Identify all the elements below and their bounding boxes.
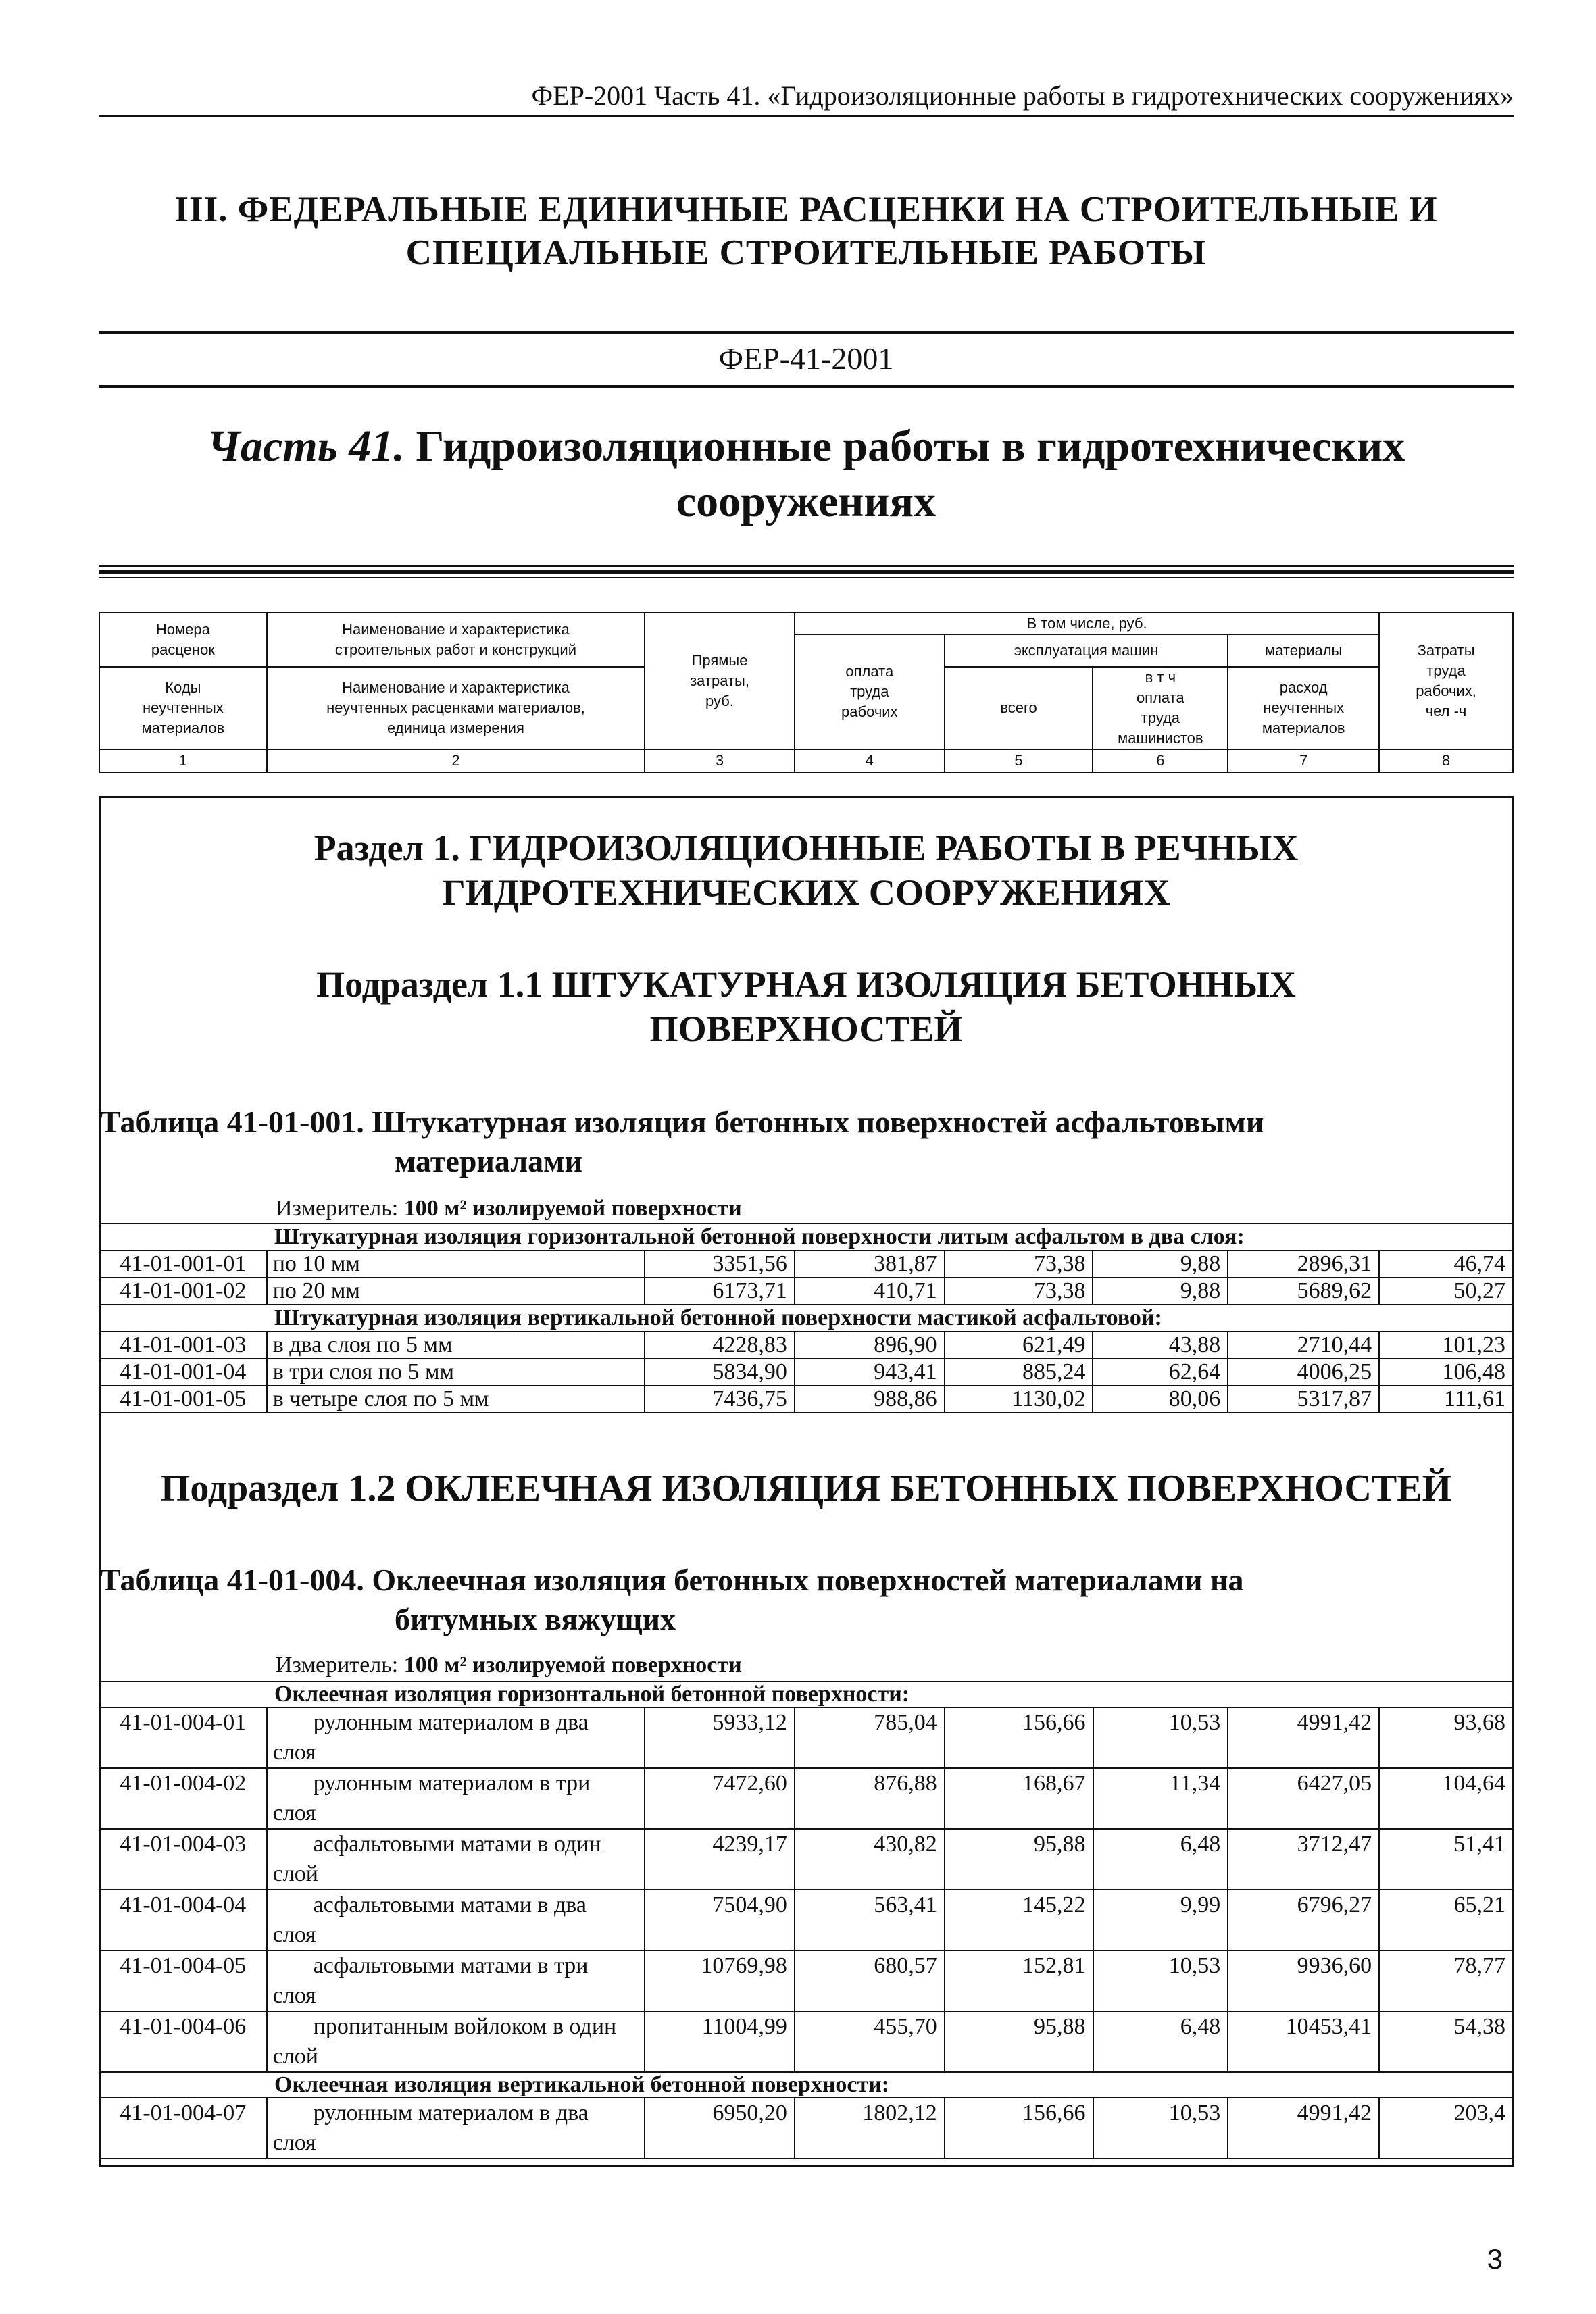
- table-41-01-004-title: Таблица 41-01-004. Оклеечная изоляция бетонных поверхностей материалами на битумных вяжущих: [100, 1563, 1244, 1636]
- table-41-01-001: [99, 1223, 1514, 1413]
- code-rule-top: [99, 331, 1514, 334]
- column-number-row: 1 2 3 4 5 6 7 8: [99, 749, 1513, 772]
- part-rule-1: [99, 565, 1514, 567]
- header-rule: [99, 115, 1514, 117]
- incl-header: В том числе, руб.: [795, 613, 1379, 634]
- section1-title: Раздел 1. ГИДРОИЗОЛЯЦИОННЫЕ РАБОТЫ В РЕЧНЫХ ГИДРОТЕХНИЧЕСКИХ СООРУЖЕНИЯХ: [314, 828, 1299, 913]
- column-header-table: [99, 612, 1514, 773]
- group-row: Оклеечная изоляция вертикальной бетонной поверхности:: [99, 2072, 1513, 2098]
- group-row: Штукатурная изоляция вертикальной бетонной поверхности мастикой асфальтовой:: [99, 1305, 1513, 1332]
- part-title-line1: Гидроизоляционные работы в гидротехнических: [416, 422, 1405, 471]
- col1-header-bottom: Коды неучтенных материалов: [99, 667, 267, 749]
- table-row: 41-01-001-02 по 20 мм 6173,71 410,71 73,38 9,88 5689,62 50,27: [99, 1278, 1513, 1305]
- col8-header: Затраты труда рабочих, чел -ч: [1379, 613, 1513, 749]
- subsection-1-2-title: Подраздел 1.2 ОКЛЕЕЧНАЯ ИЗОЛЯЦИЯ БЕТОННЫХ ПОВЕРХНОСТЕЙ: [160, 1467, 1452, 1509]
- table-row: 41-01-004-03 асфальтовыми матами в один слой 4239,17 430,82 95,88 6,48 3712,47 51,41: [99, 1829, 1513, 1890]
- col7-header: расход неучтенных материалов: [1228, 667, 1379, 749]
- table-row: 41-01-001-05 в четыре слоя по 5 мм 7436,75 988,86 1130,02 80,06 5317,87 111,61: [99, 1386, 1513, 1413]
- part-prefix: Часть 41.: [207, 422, 405, 471]
- table-41-01-001-title: Таблица 41-01-001. Штукатурная изоляция бетонных поверхностей асфальтовыми материалами: [100, 1105, 1264, 1178]
- table-41-01-004-meter: Измеритель: 100 м² изолируемой поверхности: [276, 1653, 742, 1678]
- table-row: 41-01-001-01 по 10 мм 3351,56 381,87 73,38 9,88 2896,31 46,74: [99, 1251, 1513, 1278]
- document-code: ФЕР-41-2001: [718, 341, 894, 376]
- col1-header-top: Номера расценок: [99, 613, 267, 667]
- col4-header: оплата труда рабочих: [795, 634, 945, 749]
- code-rule-bottom: [99, 385, 1514, 388]
- table-row: 41-01-001-04 в три слоя по 5 мм 5834,90 943,41 885,24 62,64 4006,25 106,48: [99, 1359, 1513, 1386]
- table-row: 41-01-004-05 асфальтовыми матами в три слоя 10769,98 680,57 152,81 10,53 9936,60 78,77: [99, 1951, 1513, 2011]
- page-number: 3: [1487, 2243, 1503, 2275]
- table-41-01-004: [99, 1681, 1514, 2159]
- document-title-line2: СПЕЦИАЛЬНЫЕ СТРОИТЕЛЬНЫЕ РАБОТЫ: [405, 233, 1207, 272]
- group-row: Штукатурная изоляция горизонтальной бетонной поверхности литым асфальтом в два слоя:: [99, 1224, 1513, 1251]
- materials-header: материалы: [1228, 634, 1379, 667]
- table-41-01-001-meter: Измеритель: 100 м² изолируемой поверхности: [276, 1196, 742, 1221]
- part-title: [99, 419, 1514, 530]
- document-title: [99, 188, 1514, 274]
- part-rule-3: [99, 577, 1514, 578]
- table-row: 41-01-004-06 пропитанным войлоком в один слой 11004,99 455,70 95,88 6,48 10453,41 54,38: [99, 2011, 1513, 2072]
- col2-header-top: Наименование и характеристика строительных работ и конструкций: [267, 613, 645, 667]
- col3-header: Прямые затраты, руб.: [645, 613, 795, 749]
- table-row: 41-01-004-01 рулонным материалом в два слоя 5933,12 785,04 156,66 10,53 4991,42 93,68: [99, 1707, 1513, 1768]
- part-rule-2: [99, 570, 1514, 574]
- subsection-1-1-title: Подраздел 1.1 ШТУКАТУРНАЯ ИЗОЛЯЦИЯ БЕТОННЫХ ПОВЕРХНОСТЕЙ: [316, 964, 1296, 1049]
- col2-header-bottom: Наименование и характеристика неучтенных расценками материалов, единица измерения: [267, 667, 645, 749]
- part-title-line2: сооружениях: [676, 477, 937, 526]
- running-header: ФЕР-2001 Часть 41. «Гидроизоляционные работы в гидротехнических сооружениях»: [531, 80, 1514, 111]
- col5-header: всего: [945, 667, 1093, 749]
- document-title-line1: III. ФЕДЕРАЛЬНЫЕ ЕДИНИЧНЫЕ РАСЦЕНКИ НА СТРОИТЕЛЬНЫЕ И: [174, 190, 1438, 229]
- col6-header: в т ч оплата труда машинистов: [1093, 667, 1228, 749]
- table-row: 41-01-004-04 асфальтовыми матами в два слоя 7504,90 563,41 145,22 9,99 6796,27 65,21: [99, 1890, 1513, 1951]
- machines-header: эксплуатация машин: [945, 634, 1228, 667]
- group-row: Оклеечная изоляция горизонтальной бетонной поверхности:: [99, 1682, 1513, 1707]
- table-row: 41-01-001-03 в два слоя по 5 мм 4228,83 896,90 621,49 43,88 2710,44 101,23: [99, 1332, 1513, 1359]
- table-row: 41-01-004-02 рулонным материалом в три слоя 7472,60 876,88 168,67 11,34 6427,05 104,64: [99, 1768, 1513, 1829]
- table-row: 41-01-004-07 рулонным материалом в два слоя 6950,20 1802,12 156,66 10,53 4991,42 203,4: [99, 2098, 1513, 2159]
